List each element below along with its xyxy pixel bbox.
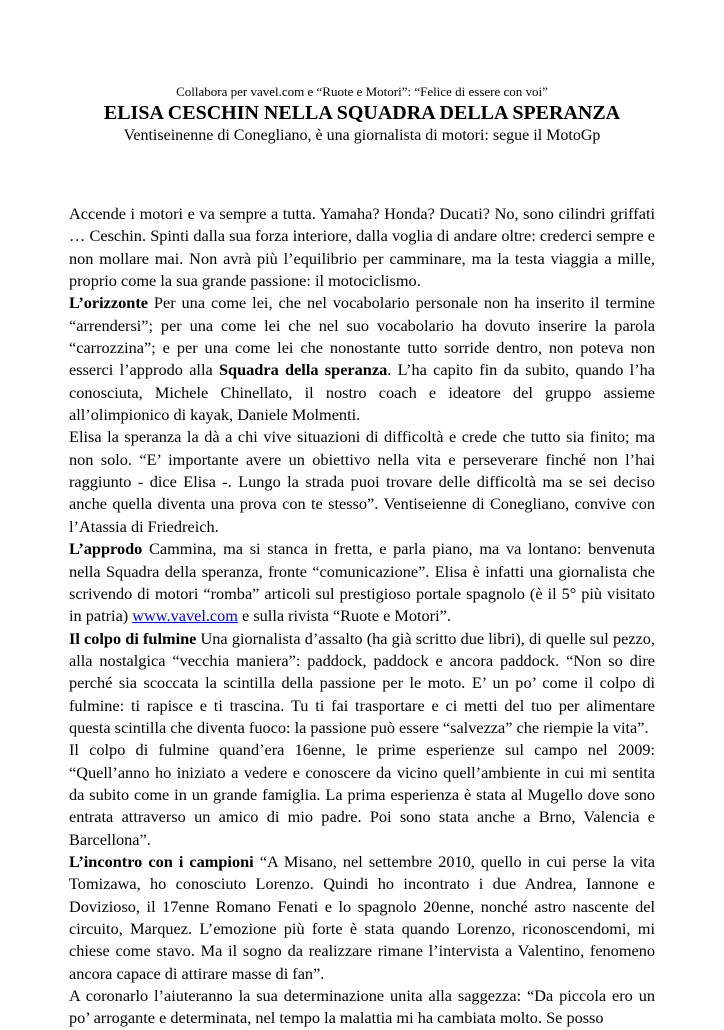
paragraph-intro: Accende i motori e va sempre a tutta. Yamaha? Honda? Ducati? No, sono cilindri griffati … Ceschin. Spinti dalla sua forza interiore, dalla voglia di andare oltre: crederci sempre e non mollare mai. Non avrà più l’equilibrio per camminare, ma la testa viaggia a mille, proprio come la sua grande passione: il motociclismo. <box>69 204 655 291</box>
paragraph-colpo-di-fulmine <box>69 628 655 740</box>
article-header <box>40 84 684 146</box>
section-lead-campioni: L’incontro con i campioni <box>69 851 254 871</box>
paragraph-esperienze: Il colpo di fulmine quand’era 16enne, le prime esperienze sul campo nel 2009: “Quell’anno ho iniziato a vedere e conoscere da vicino quell’ambiente in cui mi sentita da subito come in un grande famiglia. La prima esperienza è stata al Mugello dove sono entrata attraverso un amico di mio padre. Poi sono stata anche a Brno, Valencia e Barcellona”. <box>69 740 655 849</box>
subheadline: Ventiseinenne di Conegliano, è una giornalista di motori: segue il MotoGp <box>123 127 601 144</box>
section-lead-colpo-di-fulmine: Il colpo di fulmine <box>69 628 197 648</box>
paragraph-campioni <box>69 851 655 985</box>
paragraph-text: . L’ha capito fin da subito, quando l’ha conosciuta, Michele Chinellato, il nostro coach e ideatore del gruppo assieme all’olimpionico di kayak, Daniele Molmenti. <box>69 360 655 425</box>
headline: ELISA CESCHIN NELLA SQUADRA DELLA SPERANZA <box>103 102 621 124</box>
kicker: Collabora per vavel.com e “Ruote e Motori”: “Felice di essere con voi” <box>176 84 548 99</box>
article-body <box>69 203 655 1030</box>
paragraph-text: Una giornalista d’assalto (ha già scritto due libri), di quelle sul pezzo, alla nostalgica “vecchia maniera”: paddock, paddock e ancora paddock. “Non so dire perché sia scoccata la scintilla della passione per le moto. E’ un po’ come il colpo di fulmine: ti rapisce e ti trascina. Tu ti fai trasportare e ci metti del tuo per alimentare questa scintilla che diventa fuoco: la passione può essere “salvezza” che riempie la vita”. <box>69 628 655 737</box>
paragraph-text: “A Misano, nel settembre 2010, quello in cui perse la vita Tomizawa, ho conosciuto Lorenzo. Quindi ho incontrato i due Andrea, Iannone e Dovizioso, il 17enne Romano Fenati e lo spagnolo 20enne, nonché astro nascente del circuito, Marquez. L’emozione più forte è stata quando Lorenzo, riconoscendomi, mi chiese come stavo. Ma il sogno da realizzare rimane l’intervista a Valentino, fenomeno ancora capace di attirare masse di fan”. <box>69 851 655 983</box>
paragraph-text: e sulla rivista “Ruote e Motori”. <box>237 606 451 626</box>
section-lead-approdo: L’approdo <box>69 539 143 559</box>
paragraph-approdo <box>69 538 655 627</box>
emphasis-squadra: Squadra della speranza <box>219 360 388 380</box>
paragraph-text: Per una come lei, che nel vocabolario personale non ha inserito il termine “arrendersi”; per una come lei che nel suo vocabolario ha dovuto inserire la parola “carrozzina”; e per una come lei che nonostante tutto sorride dentro, non poteva non esserci l’approdo alla <box>69 293 655 380</box>
vavel-link[interactable]: www.vavel.com <box>132 606 238 626</box>
paragraph-conclusione: A coronarlo l’aiuteranno la sua determinazione unita alla saggezza: “Da piccola ero un po’ arrogante e determinata, nel tempo la malattia mi ha cambiata molto. Se posso <box>69 986 655 1028</box>
section-lead-orizzonte: L’orizzonte <box>69 293 148 313</box>
paragraph-speranza: Elisa la speranza la dà a chi vive situazioni di difficoltà e crede che tutto sia finito; ma non solo. “E’ importante avere un obiettivo nella vita e perseverare finché non l’hai raggiunto - dice Elisa -. Lungo la strada puoi trovare delle difficoltà ma se sei deciso anche quella diventa una prova con te stesso”. Ventiseienne di Conegliano, convive con l’Atassia di Friedreich. <box>69 427 655 536</box>
paragraph-text: Cammina, ma si stanca in fretta, e parla piano, ma va lontano: benvenuta nella Squadra della speranza, fronte “comunicazione”. Elisa è infatti una giornalista che scrivendo di motori “romba” articoli sul prestigioso portale spagnolo (è il 5° più visitato in patria) <box>69 539 655 626</box>
paragraph-orizzonte <box>69 292 655 426</box>
